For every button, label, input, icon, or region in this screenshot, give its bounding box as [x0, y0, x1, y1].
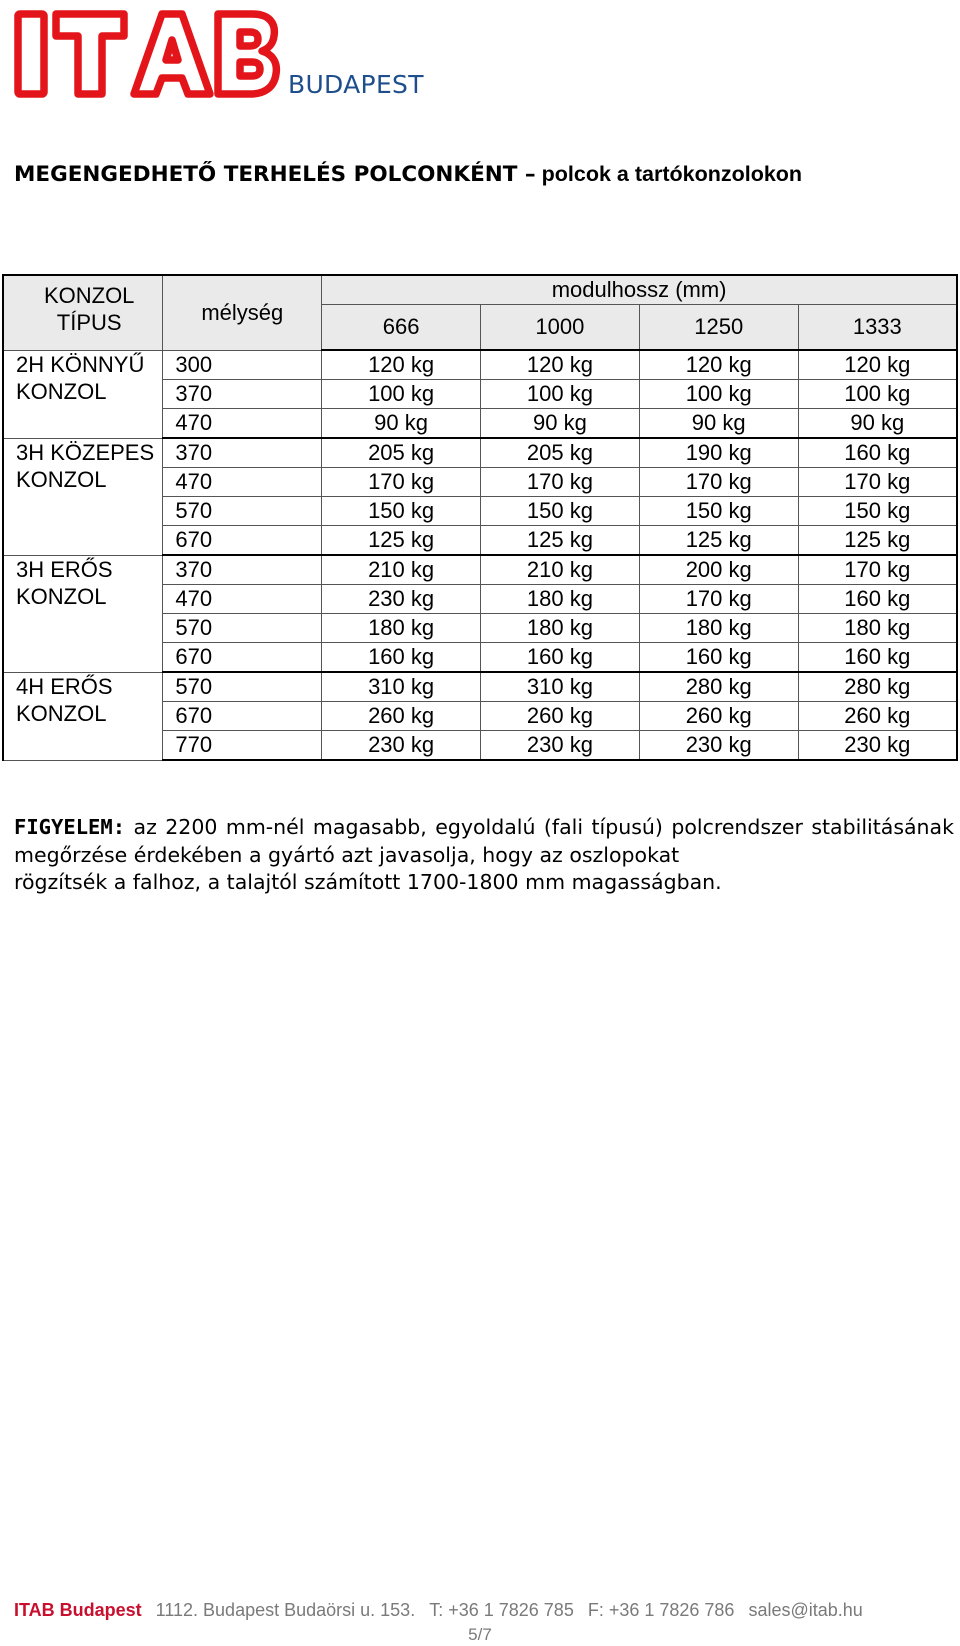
- load-value-cell: 200 kg: [639, 555, 798, 585]
- load-value-cell: 90 kg: [639, 409, 798, 439]
- load-value-cell: 160 kg: [798, 585, 957, 614]
- logo-subtitle: BUDAPEST: [288, 70, 424, 99]
- load-value-cell: 170 kg: [798, 468, 957, 497]
- footer-email-link[interactable]: sales@itab.hu: [748, 1600, 863, 1620]
- warning-note: [14, 814, 954, 897]
- load-value-cell: 90 kg: [481, 409, 640, 439]
- load-value-cell: 230 kg: [798, 731, 957, 761]
- depth-cell: 370: [163, 438, 322, 468]
- col-header-module: modulhossz (mm): [322, 275, 957, 305]
- load-value-cell: 260 kg: [481, 702, 640, 731]
- load-value-cell: 230 kg: [322, 585, 481, 614]
- depth-cell: 300: [163, 350, 322, 380]
- length-666: 666: [322, 305, 481, 351]
- load-value-cell: 170 kg: [639, 468, 798, 497]
- warning-label: FIGYELEM:: [14, 815, 126, 839]
- depth-cell: 470: [163, 468, 322, 497]
- table-row: [3, 555, 957, 585]
- load-value-cell: 230 kg: [639, 731, 798, 761]
- load-value-cell: 170 kg: [639, 585, 798, 614]
- load-value-cell: 205 kg: [481, 438, 640, 468]
- footer-phone: T: +36 1 7826 785: [429, 1600, 574, 1620]
- depth-cell: 570: [163, 672, 322, 702]
- load-value-cell: 90 kg: [798, 409, 957, 439]
- depth-cell: 570: [163, 614, 322, 643]
- title-rest: polcok a tartókonzolokon: [535, 162, 803, 186]
- col-header-type: KONZOL TÍPUS: [3, 275, 163, 350]
- table-row: [3, 438, 957, 468]
- depth-cell: 670: [163, 643, 322, 673]
- table-row: [3, 350, 957, 380]
- load-value-cell: 150 kg: [481, 497, 640, 526]
- load-value-cell: 260 kg: [322, 702, 481, 731]
- load-value-cell: 170 kg: [798, 555, 957, 585]
- load-value-cell: 120 kg: [481, 350, 640, 380]
- itab-logo-mark: [12, 8, 282, 100]
- page-number: 5/7: [468, 1625, 492, 1644]
- length-1250: 1250: [639, 305, 798, 351]
- load-value-cell: 280 kg: [639, 672, 798, 702]
- load-value-cell: 100 kg: [322, 380, 481, 409]
- load-value-cell: 310 kg: [322, 672, 481, 702]
- load-value-cell: 160 kg: [639, 643, 798, 673]
- load-value-cell: 125 kg: [639, 526, 798, 556]
- load-value-cell: 160 kg: [322, 643, 481, 673]
- load-value-cell: 180 kg: [481, 614, 640, 643]
- konzol-type-cell: 4H ERŐS KONZOL: [3, 672, 163, 760]
- depth-cell: 670: [163, 702, 322, 731]
- load-value-cell: 100 kg: [639, 380, 798, 409]
- itab-logo: [12, 8, 432, 108]
- load-value-cell: 100 kg: [798, 380, 957, 409]
- konzol-type-cell: 3H KÖZEPES KONZOL: [3, 438, 163, 555]
- load-value-cell: 120 kg: [322, 350, 481, 380]
- load-value-cell: 310 kg: [481, 672, 640, 702]
- load-value-cell: 100 kg: [481, 380, 640, 409]
- load-value-cell: 180 kg: [322, 614, 481, 643]
- footer: [14, 1600, 863, 1621]
- header-row: [3, 275, 957, 305]
- load-value-cell: 230 kg: [481, 731, 640, 761]
- load-value-cell: 170 kg: [322, 468, 481, 497]
- depth-cell: 770: [163, 731, 322, 761]
- col-header-depth: mélység: [163, 275, 322, 350]
- load-value-cell: 260 kg: [639, 702, 798, 731]
- footer-brand: ITAB Budapest: [14, 1600, 142, 1620]
- konzol-type-cell: 2H KÖNNYŰ KONZOL: [3, 350, 163, 438]
- load-value-cell: 210 kg: [322, 555, 481, 585]
- load-value-cell: 160 kg: [481, 643, 640, 673]
- load-value-cell: 150 kg: [639, 497, 798, 526]
- length-1333: 1333: [798, 305, 957, 351]
- load-value-cell: 120 kg: [798, 350, 957, 380]
- footer-fax: F: +36 1 7826 786: [587, 1600, 735, 1620]
- depth-cell: 370: [163, 555, 322, 585]
- konzol-type-cell: 3H ERŐS KONZOL: [3, 555, 163, 672]
- page-title: [14, 162, 802, 187]
- warning-text-end: rögzítsék a falhoz, a talajtól számított 1700-1800 mm magasságban.: [14, 870, 722, 894]
- load-value-cell: 180 kg: [481, 585, 640, 614]
- footer-address: 1112. Budapest Budaörsi u. 153.: [155, 1600, 416, 1620]
- load-value-cell: 120 kg: [639, 350, 798, 380]
- table-row: [3, 672, 957, 702]
- load-table: [2, 274, 958, 761]
- load-value-cell: 125 kg: [322, 526, 481, 556]
- title-bold: MEGENGEDHETŐ TERHELÉS POLCONKÉNT –: [14, 162, 536, 187]
- depth-cell: 470: [163, 409, 322, 439]
- load-value-cell: 170 kg: [481, 468, 640, 497]
- load-value-cell: 180 kg: [639, 614, 798, 643]
- load-value-cell: 150 kg: [322, 497, 481, 526]
- load-value-cell: 205 kg: [322, 438, 481, 468]
- load-value-cell: 260 kg: [798, 702, 957, 731]
- load-table-body: [3, 275, 957, 760]
- load-value-cell: 125 kg: [798, 526, 957, 556]
- load-value-cell: 210 kg: [481, 555, 640, 585]
- load-value-cell: 190 kg: [639, 438, 798, 468]
- load-value-cell: 125 kg: [481, 526, 640, 556]
- depth-cell: 570: [163, 497, 322, 526]
- load-value-cell: 90 kg: [322, 409, 481, 439]
- load-value-cell: 160 kg: [798, 643, 957, 673]
- depth-cell: 670: [163, 526, 322, 556]
- load-value-cell: 150 kg: [798, 497, 957, 526]
- load-value-cell: 280 kg: [798, 672, 957, 702]
- warning-text: az 2200 mm-nél magasabb, egyoldalú (fali típusú) polcrendszer stabilitásának megőrzése érdekében a gyártó azt javasolja, hogy az oszlopokat: [14, 815, 954, 867]
- load-value-cell: 160 kg: [798, 438, 957, 468]
- load-value-cell: 180 kg: [798, 614, 957, 643]
- depth-cell: 470: [163, 585, 322, 614]
- length-1000: 1000: [481, 305, 640, 351]
- load-value-cell: 230 kg: [322, 731, 481, 761]
- depth-cell: 370: [163, 380, 322, 409]
